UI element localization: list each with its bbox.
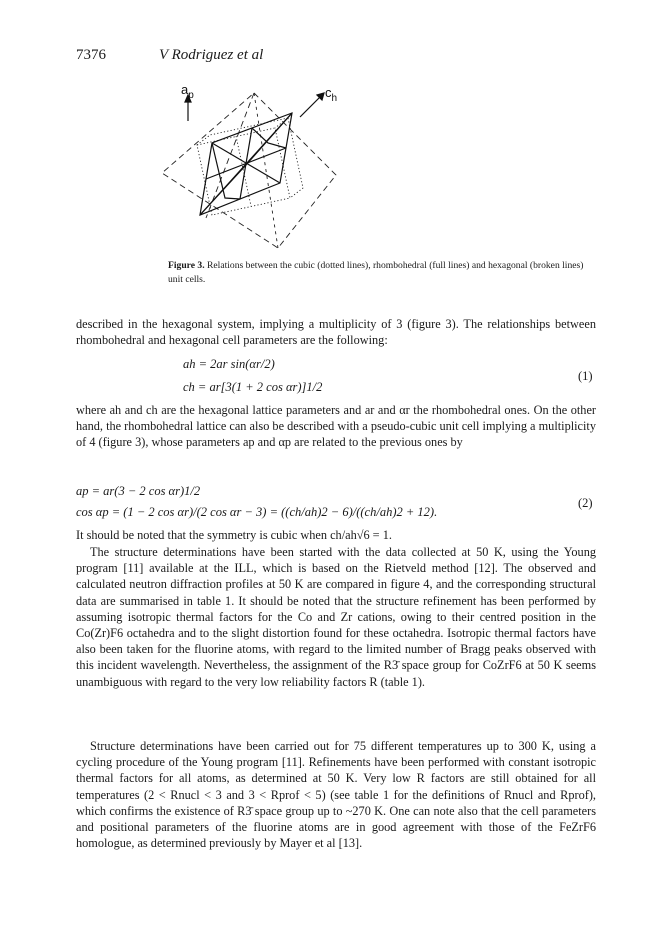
- paragraph-1: described in the hexagonal system, implying a multiplicity of 3 (figure 3). The relationships between rhombohedral and hexagonal cell parameters are the following:: [76, 317, 596, 348]
- equation-2-line-1: ap = ar(3 − 2 cos αr)1/2: [76, 484, 201, 498]
- axis-ap-label: $a_p$: [181, 83, 194, 101]
- equation-2-number: (2): [578, 496, 593, 510]
- unit-cell-figure: [150, 83, 380, 253]
- paragraph-4: The structure determinations have been started with the data collected at 50 K, using the Young program [11] available at the ILL, which is based on the Rietveld method [12]. The observed and calculated neutron diffraction profiles at 50 K are compared in figure 4, and the corresponding structural data are summarised in table 1. It should be noted that the structure refinement has been performed by assuming isotropic thermal factors for the Co and Zr cations, owing to their centred position in the Co(Zr)F6 octahedra and to the slight distortion found for these octahedra. Isotropic thermal factors have also been taken for the fluorine atoms, with regard to the limited number of Bragg peaks observed with this incident wavelength. Nevertheless, the assignment of the R3̄ space group for CoZrF6 at 50 K seems unambiguous with regard to the very low reliability factors R (table 1).: [76, 545, 596, 689]
- page-number: 7376: [76, 47, 106, 63]
- equation-1-number: (1): [578, 369, 593, 383]
- running-head: V Rodriguez et al: [159, 47, 264, 63]
- axes: [185, 93, 324, 121]
- equation-1-line-1: ah = 2ar sin(αr/2): [183, 357, 275, 371]
- axis-ch-label: $c_h$: [325, 85, 338, 104]
- caption-label: Figure 3.: [168, 260, 205, 271]
- caption-text: Relations between the cubic (dotted lines), rhombohedral (full lines) and hexagonal (broken lines) unit cells.: [168, 260, 584, 285]
- figure-caption: [168, 259, 598, 287]
- paragraph-2: where ah and ch are the hexagonal lattice parameters and ar and αr the rhombohedral ones. On the other hand, the rhombohedral lattice can also be described with a pseudo-cubic unit cell implying a multiplicity of 4 (figure 3), whose parameters ap and αp are related to the previous ones by: [76, 403, 596, 450]
- paragraph-3: It should be noted that the symmetry is cubic when ch/ah√6 = 1.: [76, 528, 392, 542]
- paragraph-5: Structure determinations have been carried out for 75 different temperatures up to 300 K, using a cycling procedure of the Young program [11]. Refinements have been performed with constant isotropic thermal factors for all atoms, as determined at 50 K. Very low R factors are still obtained for all temperatures (2 < Rnucl < 3 and 3 < Rprof < 5) (see table 1 for the definitions of Rnucl and Rprof), which confirms the existence of R3̄ space group up to ~270 K. One can note also that the cell parameters and positional parameters of the fluorine atoms are in good agreement with those of the FeZrF6 homologue, as determined previously by Mayer et al [13].: [76, 739, 596, 851]
- equation-2-line-2: cos αp = (1 − 2 cos αr)/(2 cos αr − 3) = ((ch/ah)2 − 6)/((ch/ah)2 + 12).: [76, 505, 438, 519]
- equation-1-line-2: ch = ar[3(1 + 2 cos αr)]1/2: [183, 380, 323, 394]
